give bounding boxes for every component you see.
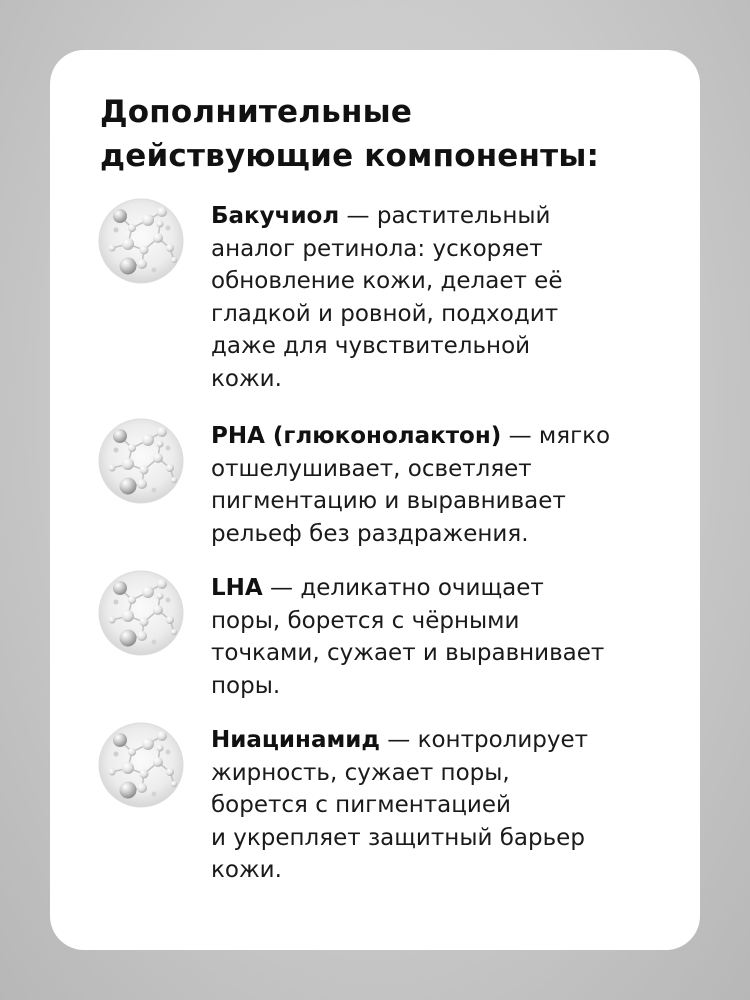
dash: — <box>339 203 377 229</box>
page-title <box>100 90 680 178</box>
description-line: обновление кожи, делает её <box>211 268 563 294</box>
ingredient-name: Бакучиол <box>211 203 340 229</box>
molecule-icon <box>98 722 184 808</box>
description-line: жирность, сужает поры, <box>211 759 510 786</box>
molecule-icon <box>98 198 184 284</box>
description-line: кожи. <box>211 365 282 392</box>
ingredient-name: Ниацинамид <box>211 727 380 753</box>
description-line: борется с пигментацией <box>211 792 511 818</box>
description-line: поры, борется с чёрными <box>211 607 520 634</box>
ingredient-description <box>211 724 691 887</box>
ingredient-name: PHA (глюконолактон) <box>211 423 502 449</box>
molecule-icon <box>98 570 184 656</box>
molecule-icon <box>98 418 184 504</box>
description-line: и укрепляет защитный барьер <box>211 824 585 851</box>
dash: — <box>501 423 539 449</box>
ingredient-description <box>211 572 691 702</box>
description-line: даже для чувствительной <box>211 333 531 359</box>
description-line: деликатно очищает <box>300 575 544 601</box>
description-line: пигментацию и выравнивает <box>211 488 566 514</box>
description-line: аналог ретинола: ускоряет <box>211 235 543 262</box>
ingredient-description <box>211 200 691 395</box>
info-card <box>50 50 700 950</box>
description-line: растительный <box>376 203 551 229</box>
title-line-1: Дополнительные <box>100 94 413 130</box>
description-line: рельеф без раздражения. <box>211 520 529 547</box>
description-line: гладкой и ровной, подходит <box>211 300 559 327</box>
description-line: поры. <box>211 672 281 699</box>
dash: — <box>379 727 418 753</box>
description-line: контролирует <box>417 727 589 753</box>
description-line: точками, сужает и выравнивает <box>211 640 605 666</box>
title-line-2: действующие компоненты: <box>100 138 600 174</box>
description-line: мягко <box>538 423 611 449</box>
ingredient-name: LHA <box>211 575 263 601</box>
description-line: кожи. <box>211 857 282 883</box>
ingredient-description <box>211 420 691 550</box>
dash: — <box>262 575 301 601</box>
description-line: отшелушивает, осветляет <box>211 455 532 482</box>
